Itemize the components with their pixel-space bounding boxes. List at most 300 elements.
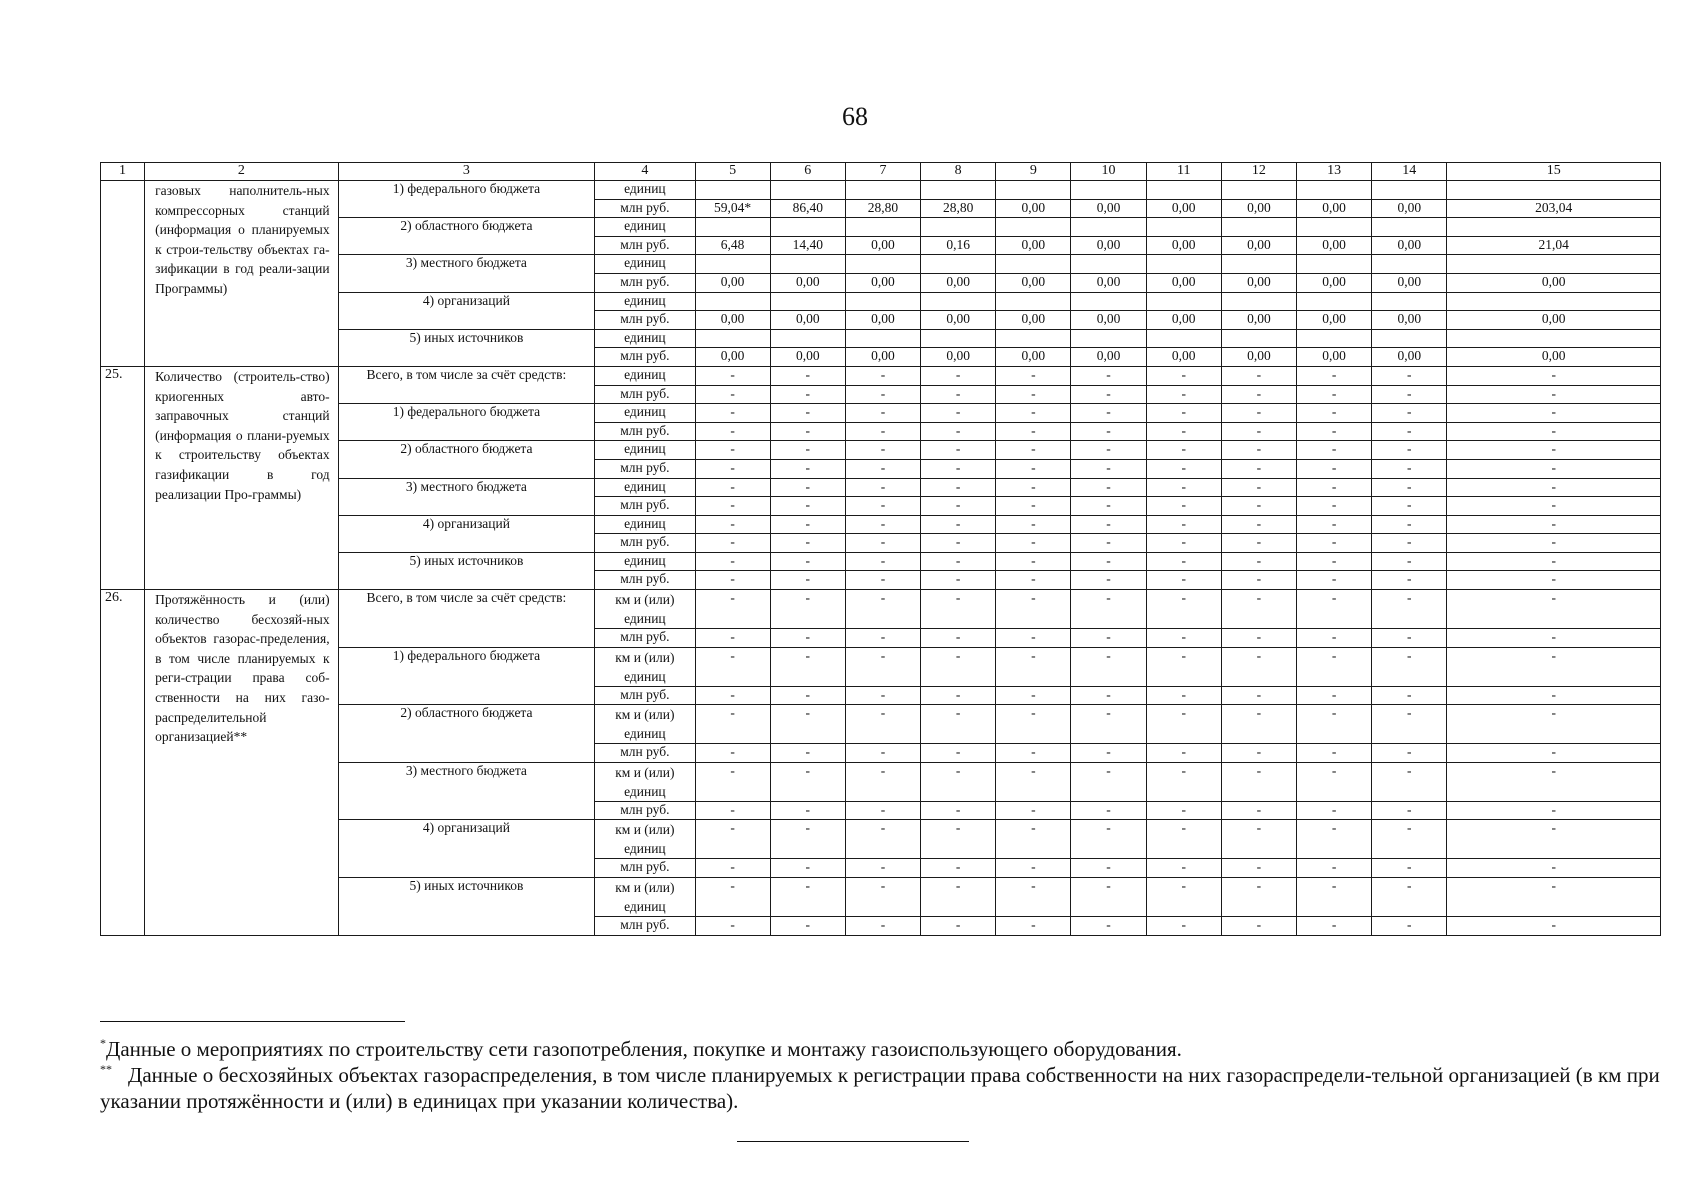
- value-cell: -: [1372, 552, 1447, 571]
- value-cell: -: [921, 917, 996, 936]
- unit-cell: млн руб.: [595, 917, 695, 936]
- value-cell: [1221, 255, 1296, 274]
- total-cell: -: [1447, 404, 1661, 423]
- funding-source: 1) федерального бюджета: [338, 181, 595, 218]
- value-cell: 0,00: [921, 348, 996, 367]
- value-cell: -: [1372, 820, 1447, 859]
- value-cell: 0,16: [921, 236, 996, 255]
- value-cell: -: [1297, 441, 1372, 460]
- value-cell: -: [1297, 762, 1372, 801]
- value-cell: [921, 292, 996, 311]
- value-cell: -: [845, 478, 920, 497]
- funding-source: 5) иных источников: [338, 552, 595, 589]
- value-cell: -: [1071, 478, 1146, 497]
- total-cell: -: [1447, 801, 1661, 820]
- value-cell: 0,00: [1146, 311, 1221, 330]
- value-cell: -: [996, 859, 1071, 878]
- value-cell: [1146, 292, 1221, 311]
- value-cell: -: [1146, 647, 1221, 686]
- value-cell: -: [695, 534, 770, 553]
- value-cell: [845, 181, 920, 200]
- value-cell: -: [1146, 404, 1221, 423]
- funding-source: 2) областного бюджета: [338, 218, 595, 255]
- value-cell: -: [770, 820, 845, 859]
- value-cell: -: [1221, 744, 1296, 763]
- header-cell: 4: [595, 163, 695, 181]
- value-cell: [695, 181, 770, 200]
- value-cell: -: [921, 705, 996, 744]
- value-cell: 0,00: [1372, 348, 1447, 367]
- value-cell: -: [996, 534, 1071, 553]
- value-cell: 0,00: [1297, 273, 1372, 292]
- value-cell: -: [1297, 705, 1372, 744]
- value-cell: -: [921, 515, 996, 534]
- value-cell: 0,00: [996, 199, 1071, 218]
- value-cell: -: [845, 571, 920, 590]
- value-cell: -: [1372, 917, 1447, 936]
- footnote-2-mark: **: [100, 1062, 112, 1076]
- unit-cell: млн руб.: [595, 629, 695, 648]
- value-cell: -: [1146, 422, 1221, 441]
- value-cell: -: [1221, 478, 1296, 497]
- value-cell: -: [1221, 686, 1296, 705]
- unit-cell: млн руб.: [595, 497, 695, 516]
- value-cell: -: [1071, 590, 1146, 629]
- value-cell: -: [1071, 497, 1146, 516]
- value-cell: -: [1146, 762, 1221, 801]
- value-cell: [1297, 218, 1372, 237]
- value-cell: -: [996, 878, 1071, 917]
- value-cell: -: [996, 404, 1071, 423]
- value-cell: [1372, 218, 1447, 237]
- value-cell: -: [1071, 441, 1146, 460]
- value-cell: -: [770, 859, 845, 878]
- value-cell: -: [1297, 878, 1372, 917]
- value-cell: -: [1146, 917, 1221, 936]
- value-cell: 0,00: [770, 311, 845, 330]
- value-cell: [921, 181, 996, 200]
- value-cell: [770, 255, 845, 274]
- value-cell: -: [996, 705, 1071, 744]
- value-cell: -: [996, 497, 1071, 516]
- unit-cell: единиц: [595, 552, 695, 571]
- row-description: Количество (строитель-ство) криогенных авто-заправочных станций (информация о плани-руемых к строительству объектах газификации в год реализации Про-граммы): [145, 366, 338, 589]
- value-cell: -: [1221, 515, 1296, 534]
- value-cell: 0,00: [845, 311, 920, 330]
- funding-source: 4) организаций: [338, 820, 595, 878]
- value-cell: -: [921, 552, 996, 571]
- value-cell: -: [695, 801, 770, 820]
- header-cell: 14: [1372, 163, 1447, 181]
- value-cell: -: [845, 534, 920, 553]
- unit-cell: млн руб.: [595, 571, 695, 590]
- value-cell: -: [1071, 515, 1146, 534]
- value-cell: 0,00: [1146, 199, 1221, 218]
- value-cell: -: [1071, 878, 1146, 917]
- value-cell: -: [845, 705, 920, 744]
- footnote-2-text: Данные о бесхозяйных объектах газораспределения, в том числе планируемых к регистрации права собственности на них газораспредели-тельной организацией (в км при указании протяжённости и (или) в единицах при указании количества).: [100, 1063, 1660, 1113]
- value-cell: -: [770, 762, 845, 801]
- total-cell: -: [1447, 366, 1661, 385]
- total-cell: -: [1447, 686, 1661, 705]
- value-cell: -: [1372, 629, 1447, 648]
- value-cell: -: [996, 917, 1071, 936]
- total-cell: -: [1447, 859, 1661, 878]
- value-cell: 0,00: [1146, 348, 1221, 367]
- value-cell: -: [996, 441, 1071, 460]
- value-cell: -: [1146, 385, 1221, 404]
- unit-cell: единиц: [595, 366, 695, 385]
- value-cell: -: [1071, 917, 1146, 936]
- value-cell: [1071, 329, 1146, 348]
- value-cell: 0,00: [1146, 236, 1221, 255]
- value-cell: 0,00: [695, 311, 770, 330]
- unit-cell: млн руб.: [595, 859, 695, 878]
- total-cell: [1447, 292, 1661, 311]
- total-cell: -: [1447, 917, 1661, 936]
- unit-cell: млн руб.: [595, 801, 695, 820]
- value-cell: 0,00: [1297, 236, 1372, 255]
- funding-source: 3) местного бюджета: [338, 255, 595, 292]
- unit-cell: млн руб.: [595, 236, 695, 255]
- row-number: 25.: [101, 366, 145, 589]
- value-cell: -: [1372, 478, 1447, 497]
- value-cell: -: [770, 385, 845, 404]
- value-cell: -: [1071, 762, 1146, 801]
- value-cell: -: [1297, 590, 1372, 629]
- value-cell: [695, 255, 770, 274]
- value-cell: -: [1221, 534, 1296, 553]
- value-cell: [1146, 329, 1221, 348]
- total-cell: [1447, 329, 1661, 348]
- value-cell: -: [1071, 534, 1146, 553]
- value-cell: -: [1372, 515, 1447, 534]
- value-cell: -: [1071, 859, 1146, 878]
- value-cell: 0,00: [996, 348, 1071, 367]
- value-cell: -: [695, 590, 770, 629]
- value-cell: -: [1372, 497, 1447, 516]
- value-cell: -: [1146, 534, 1221, 553]
- value-cell: [996, 255, 1071, 274]
- value-cell: -: [1071, 647, 1146, 686]
- value-cell: -: [845, 497, 920, 516]
- footnote-1: [100, 1036, 1660, 1062]
- total-cell: -: [1447, 385, 1661, 404]
- value-cell: -: [1071, 422, 1146, 441]
- value-cell: -: [1297, 385, 1372, 404]
- end-separator: [737, 1141, 969, 1142]
- total-cell: -: [1447, 629, 1661, 648]
- header-cell: 15: [1447, 163, 1661, 181]
- value-cell: -: [845, 552, 920, 571]
- header-cell: 5: [695, 163, 770, 181]
- value-cell: -: [770, 590, 845, 629]
- value-cell: -: [1221, 441, 1296, 460]
- unit-cell: км и (или) единиц: [595, 705, 695, 744]
- value-cell: -: [921, 571, 996, 590]
- funding-source: 5) иных источников: [338, 329, 595, 366]
- table-row: [101, 366, 1661, 385]
- value-cell: -: [695, 686, 770, 705]
- unit-cell: единиц: [595, 255, 695, 274]
- value-cell: -: [1297, 552, 1372, 571]
- value-cell: -: [921, 534, 996, 553]
- value-cell: [921, 329, 996, 348]
- total-cell: -: [1447, 422, 1661, 441]
- value-cell: -: [1372, 441, 1447, 460]
- value-cell: -: [921, 590, 996, 629]
- value-cell: -: [1297, 459, 1372, 478]
- total-cell: -: [1447, 441, 1661, 460]
- program-indicators-table: [100, 162, 1661, 936]
- value-cell: -: [1071, 366, 1146, 385]
- unit-cell: единиц: [595, 292, 695, 311]
- value-cell: -: [1372, 686, 1447, 705]
- funding-source: 4) организаций: [338, 515, 595, 552]
- value-cell: -: [695, 385, 770, 404]
- value-cell: -: [1071, 404, 1146, 423]
- value-cell: -: [1297, 515, 1372, 534]
- value-cell: [770, 292, 845, 311]
- value-cell: -: [996, 647, 1071, 686]
- value-cell: -: [921, 404, 996, 423]
- value-cell: -: [1071, 552, 1146, 571]
- value-cell: -: [695, 917, 770, 936]
- value-cell: -: [1297, 404, 1372, 423]
- total-cell: -: [1447, 705, 1661, 744]
- value-cell: -: [1146, 552, 1221, 571]
- unit-cell: км и (или) единиц: [595, 590, 695, 629]
- value-cell: -: [996, 744, 1071, 763]
- value-cell: -: [845, 422, 920, 441]
- total-cell: [1447, 255, 1661, 274]
- value-cell: 59,04*: [695, 199, 770, 218]
- value-cell: 0,00: [1221, 311, 1296, 330]
- value-cell: 0,00: [996, 236, 1071, 255]
- value-cell: -: [770, 571, 845, 590]
- row-number: 26.: [101, 590, 145, 936]
- unit-cell: млн руб.: [595, 348, 695, 367]
- value-cell: -: [996, 590, 1071, 629]
- value-cell: -: [695, 705, 770, 744]
- value-cell: -: [695, 441, 770, 460]
- value-cell: 0,00: [921, 311, 996, 330]
- header-cell: 8: [921, 163, 996, 181]
- value-cell: -: [1221, 404, 1296, 423]
- value-cell: -: [845, 917, 920, 936]
- value-cell: [1146, 255, 1221, 274]
- value-cell: -: [695, 820, 770, 859]
- value-cell: -: [921, 801, 996, 820]
- value-cell: -: [996, 686, 1071, 705]
- unit-cell: единиц: [595, 515, 695, 534]
- value-cell: [1372, 292, 1447, 311]
- value-cell: -: [695, 422, 770, 441]
- value-cell: [921, 255, 996, 274]
- value-cell: -: [1146, 705, 1221, 744]
- value-cell: -: [996, 762, 1071, 801]
- value-cell: -: [770, 686, 845, 705]
- funding-source: Всего, в том числе за счёт средств:: [338, 366, 595, 403]
- value-cell: 0,00: [1146, 273, 1221, 292]
- value-cell: 6,48: [695, 236, 770, 255]
- total-cell: [1447, 218, 1661, 237]
- value-cell: [1071, 292, 1146, 311]
- value-cell: -: [1221, 629, 1296, 648]
- value-cell: -: [1297, 801, 1372, 820]
- value-cell: -: [1221, 366, 1296, 385]
- value-cell: [695, 218, 770, 237]
- value-cell: 0,00: [1221, 236, 1296, 255]
- funding-source: Всего, в том числе за счёт средств:: [338, 590, 595, 648]
- value-cell: -: [1071, 820, 1146, 859]
- value-cell: -: [695, 459, 770, 478]
- total-cell: -: [1447, 590, 1661, 629]
- total-cell: -: [1447, 571, 1661, 590]
- value-cell: 0,00: [1071, 311, 1146, 330]
- value-cell: 0,00: [770, 348, 845, 367]
- total-cell: 21,04: [1447, 236, 1661, 255]
- total-cell: -: [1447, 459, 1661, 478]
- value-cell: -: [921, 422, 996, 441]
- value-cell: -: [770, 647, 845, 686]
- value-cell: -: [770, 917, 845, 936]
- value-cell: 0,00: [1297, 311, 1372, 330]
- total-cell: -: [1447, 762, 1661, 801]
- value-cell: -: [1372, 744, 1447, 763]
- total-cell: -: [1447, 534, 1661, 553]
- value-cell: -: [845, 686, 920, 705]
- value-cell: -: [1221, 590, 1296, 629]
- funding-source: 4) организаций: [338, 292, 595, 329]
- value-cell: -: [770, 515, 845, 534]
- value-cell: -: [770, 497, 845, 516]
- unit-cell: млн руб.: [595, 534, 695, 553]
- value-cell: -: [1221, 647, 1296, 686]
- value-cell: -: [1221, 917, 1296, 936]
- value-cell: 0,00: [695, 348, 770, 367]
- value-cell: 0,00: [996, 273, 1071, 292]
- value-cell: 0,00: [1372, 199, 1447, 218]
- unit-cell: млн руб.: [595, 459, 695, 478]
- unit-cell: млн руб.: [595, 199, 695, 218]
- header-row: [101, 163, 1661, 181]
- value-cell: -: [1297, 478, 1372, 497]
- value-cell: -: [695, 744, 770, 763]
- value-cell: -: [845, 366, 920, 385]
- value-cell: -: [1297, 820, 1372, 859]
- value-cell: -: [1372, 459, 1447, 478]
- value-cell: [770, 218, 845, 237]
- header-cell: 1: [101, 163, 145, 181]
- value-cell: -: [1372, 534, 1447, 553]
- value-cell: -: [1297, 917, 1372, 936]
- value-cell: [1372, 255, 1447, 274]
- value-cell: [845, 329, 920, 348]
- value-cell: -: [770, 744, 845, 763]
- funding-source: 2) областного бюджета: [338, 441, 595, 478]
- value-cell: [996, 329, 1071, 348]
- value-cell: -: [921, 441, 996, 460]
- value-cell: -: [921, 647, 996, 686]
- row-description: газовых наполнитель-ных компрессорных станций (информация о планируемых к строи-тельству объектах га-зификации в год реали-зации Программы): [145, 181, 338, 367]
- value-cell: -: [1146, 515, 1221, 534]
- funding-source: 5) иных источников: [338, 878, 595, 936]
- value-cell: 0,00: [695, 273, 770, 292]
- value-cell: -: [996, 552, 1071, 571]
- value-cell: 0,00: [1372, 273, 1447, 292]
- value-cell: -: [996, 629, 1071, 648]
- value-cell: -: [770, 478, 845, 497]
- total-cell: 0,00: [1447, 273, 1661, 292]
- value-cell: [996, 292, 1071, 311]
- value-cell: -: [1146, 478, 1221, 497]
- value-cell: -: [770, 552, 845, 571]
- value-cell: -: [996, 820, 1071, 859]
- value-cell: [695, 292, 770, 311]
- unit-cell: км и (или) единиц: [595, 878, 695, 917]
- value-cell: -: [921, 686, 996, 705]
- value-cell: -: [1071, 629, 1146, 648]
- value-cell: [695, 329, 770, 348]
- value-cell: -: [1372, 590, 1447, 629]
- value-cell: -: [845, 404, 920, 423]
- value-cell: -: [1372, 705, 1447, 744]
- value-cell: [770, 329, 845, 348]
- value-cell: [1372, 329, 1447, 348]
- value-cell: -: [1372, 385, 1447, 404]
- value-cell: 14,40: [770, 236, 845, 255]
- value-cell: -: [1071, 744, 1146, 763]
- funding-source: 3) местного бюджета: [338, 478, 595, 515]
- unit-cell: единиц: [595, 478, 695, 497]
- value-cell: -: [1146, 366, 1221, 385]
- footnote-1-mark: *: [100, 1036, 106, 1050]
- value-cell: -: [845, 385, 920, 404]
- value-cell: -: [845, 762, 920, 801]
- value-cell: -: [695, 878, 770, 917]
- value-cell: -: [1071, 385, 1146, 404]
- value-cell: 28,80: [921, 199, 996, 218]
- value-cell: -: [845, 820, 920, 859]
- value-cell: -: [1221, 820, 1296, 859]
- value-cell: 0,00: [845, 236, 920, 255]
- value-cell: -: [996, 801, 1071, 820]
- header-cell: 11: [1146, 163, 1221, 181]
- value-cell: [1297, 329, 1372, 348]
- unit-cell: единиц: [595, 404, 695, 423]
- footnote-2: [100, 1062, 1660, 1114]
- value-cell: [1221, 329, 1296, 348]
- value-cell: -: [695, 859, 770, 878]
- value-cell: -: [770, 441, 845, 460]
- value-cell: [1221, 181, 1296, 200]
- value-cell: [1372, 181, 1447, 200]
- value-cell: -: [1221, 762, 1296, 801]
- total-cell: 0,00: [1447, 348, 1661, 367]
- header-cell: 12: [1221, 163, 1296, 181]
- value-cell: -: [1071, 705, 1146, 744]
- value-cell: [1297, 292, 1372, 311]
- value-cell: -: [1146, 629, 1221, 648]
- row-description: Протяжённость и (или) количество бесхозяй-ных объектов газорас-пределения, в том числе планируемых к реги-страции права соб-ственности на них газо-распределительной организацией**: [145, 590, 338, 936]
- unit-cell: млн руб.: [595, 273, 695, 292]
- value-cell: 0,00: [1071, 348, 1146, 367]
- value-cell: -: [1071, 571, 1146, 590]
- value-cell: -: [1146, 859, 1221, 878]
- value-cell: -: [1372, 571, 1447, 590]
- value-cell: -: [845, 744, 920, 763]
